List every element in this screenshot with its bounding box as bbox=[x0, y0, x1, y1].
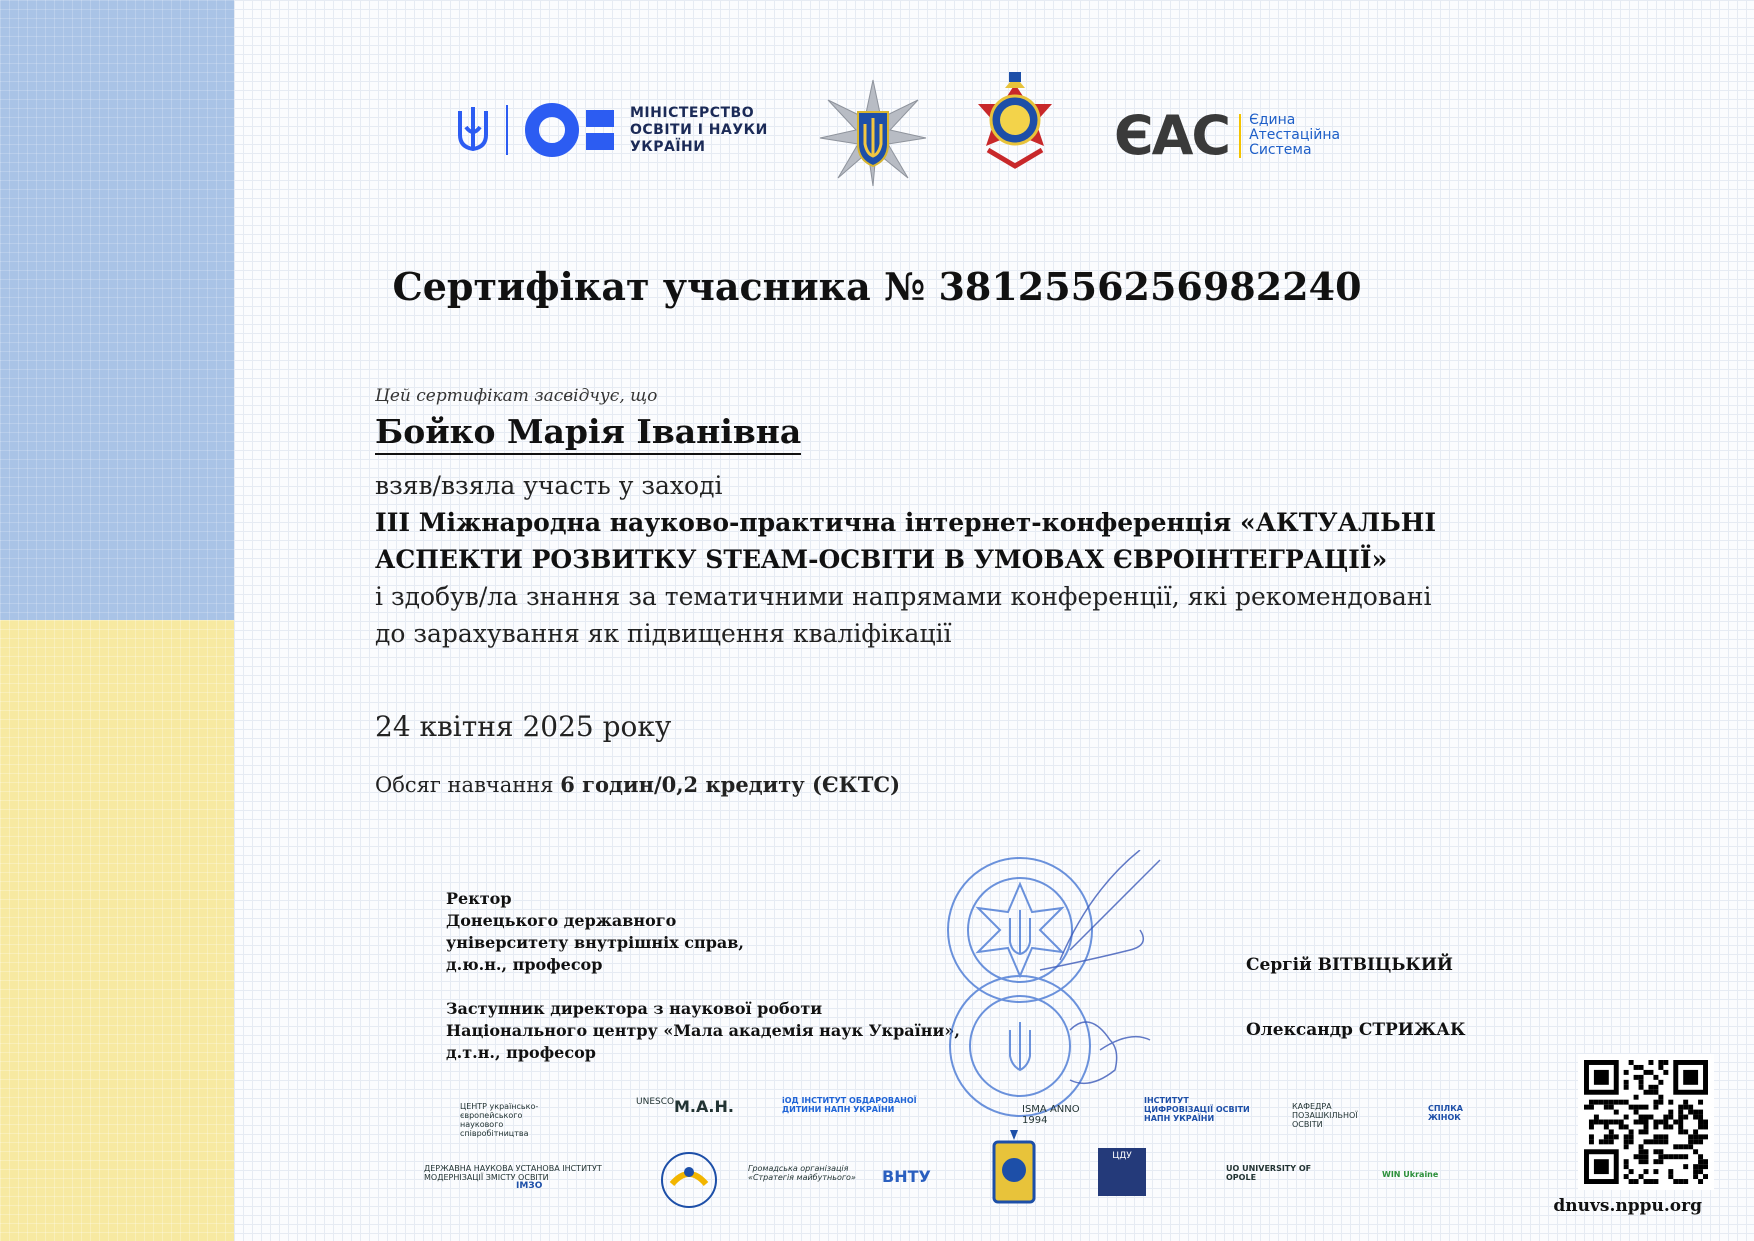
event-date: 24 квітня 2025 року bbox=[375, 710, 672, 743]
partner-logo-cdu: ЦДУ bbox=[1098, 1148, 1146, 1196]
eac-logo bbox=[1114, 104, 1340, 167]
partner-logo-child-emblem bbox=[654, 1150, 724, 1210]
event-title-line-1: ІІІ Міжнародна науково-практична інтернет-конференція «АКТУАЛЬНІ bbox=[375, 508, 1437, 537]
qr-code-pattern bbox=[1584, 1060, 1708, 1184]
certificate-title: Сертифікат учасника № 3812556256982240 bbox=[392, 264, 1362, 309]
partner-logo-unesco: UNESCO bbox=[636, 1097, 675, 1107]
ministry-logo bbox=[456, 102, 768, 158]
police-star-emblem bbox=[818, 78, 928, 188]
flag-blue-stripe bbox=[0, 0, 234, 620]
study-volume bbox=[375, 772, 900, 797]
qr-code bbox=[1578, 1054, 1714, 1190]
partner-logo-imzo-institute: ДЕРЖАВНА НАУКОВА УСТАНОВА ІНСТИТУТ МОДЕРНІЗАЦІЇ ЗМІСТУ ОСВІТИ bbox=[424, 1164, 602, 1182]
partner-logo-center-ue: ЦЕНТР українсько-європейського наукового співробітництва bbox=[460, 1102, 539, 1138]
partner-logo-crest bbox=[992, 1128, 1036, 1204]
eac-divider bbox=[1239, 114, 1241, 158]
ministry-name: МІНІСТЕРСТВО ОСВІТИ І НАУКИ УКРАЇНИ bbox=[630, 104, 768, 155]
partner-logo-strategy: Громадська організація «Стратегія майбутнього» bbox=[748, 1164, 856, 1182]
eac-name: Єдина Атестаційна Система bbox=[1249, 112, 1341, 158]
signatory-2-name: Олександр СТРИЖАК bbox=[1246, 1020, 1466, 1040]
trident-icon bbox=[456, 105, 490, 155]
ministry-mark-icon bbox=[524, 102, 616, 158]
certificate-intro: Цей сертифікат засвідчує, що bbox=[375, 386, 658, 406]
official-stamps bbox=[940, 850, 1190, 1120]
eac-mark: ЄАС bbox=[1114, 104, 1230, 167]
participation-text: взяв/взяла участь у заході bbox=[375, 471, 723, 500]
website-url: dnuvs.nppu.org bbox=[1553, 1196, 1702, 1216]
signatory-1-title: Ректор Донецького державного університету внутрішніх справ, д.ю.н., професор bbox=[446, 889, 744, 974]
knowledge-text-line-1: і здобув/ла знання за тематичними напрямами конференції, які рекомендовані bbox=[375, 582, 1432, 611]
participant-name: Бойко Марія Іванівна bbox=[375, 412, 801, 455]
partner-logo-imzo: ІМЗО bbox=[516, 1181, 543, 1191]
partner-logo-iod: іОД ІНСТИТУТ ОБДАРОВАНОЇ ДИТИНИ НАПН УКРАЇНИ bbox=[782, 1096, 917, 1114]
study-volume-label: Обсяг навчання bbox=[375, 773, 554, 797]
partner-logo-win-ukraine: WIN Ukraine bbox=[1382, 1170, 1439, 1179]
partner-logo-department: КАФЕДРА ПОЗАШКІЛЬНОЇ ОСВІТИ bbox=[1292, 1102, 1358, 1129]
signatory-2-title: Заступник директора з наукової роботи Національного центру «Мала академія наук України», д.т.н., професор bbox=[446, 999, 960, 1062]
partner-logo-opole: UO UNIVERSITY OF OPOLE bbox=[1226, 1164, 1312, 1182]
partner-logo-digital-institute: ІНСТИТУТ ЦИФРОВІЗАЦІЇ ОСВІТИ НАПН УКРАЇНИ bbox=[1144, 1096, 1250, 1123]
partner-logo-women-union: СПІЛКА ЖІНОК bbox=[1428, 1104, 1463, 1122]
partner-logo-isma: ISMA ANNO 1994 bbox=[1022, 1104, 1080, 1126]
flag-yellow-stripe bbox=[0, 620, 234, 1241]
knowledge-text-line-2: до зарахування як підвищення кваліфікації bbox=[375, 619, 952, 648]
university-emblem bbox=[968, 70, 1062, 174]
partner-logo-vntu: ВНТУ bbox=[882, 1167, 931, 1186]
study-volume-value: 6 годин/0,2 кредиту (ЄКТС) bbox=[560, 772, 901, 797]
signatory-1-name: Сергій ВІТВІЦЬКИЙ bbox=[1246, 955, 1453, 975]
certificate-body bbox=[375, 386, 1575, 652]
partner-logo-man: М.А.Н. bbox=[674, 1097, 734, 1116]
ministry-divider bbox=[506, 105, 508, 155]
event-title-line-2: АСПЕКТИ РОЗВИТКУ STEAM-ОСВІТИ В УМОВАХ ЄВРОІНТЕГРАЦІЇ» bbox=[375, 545, 1388, 574]
